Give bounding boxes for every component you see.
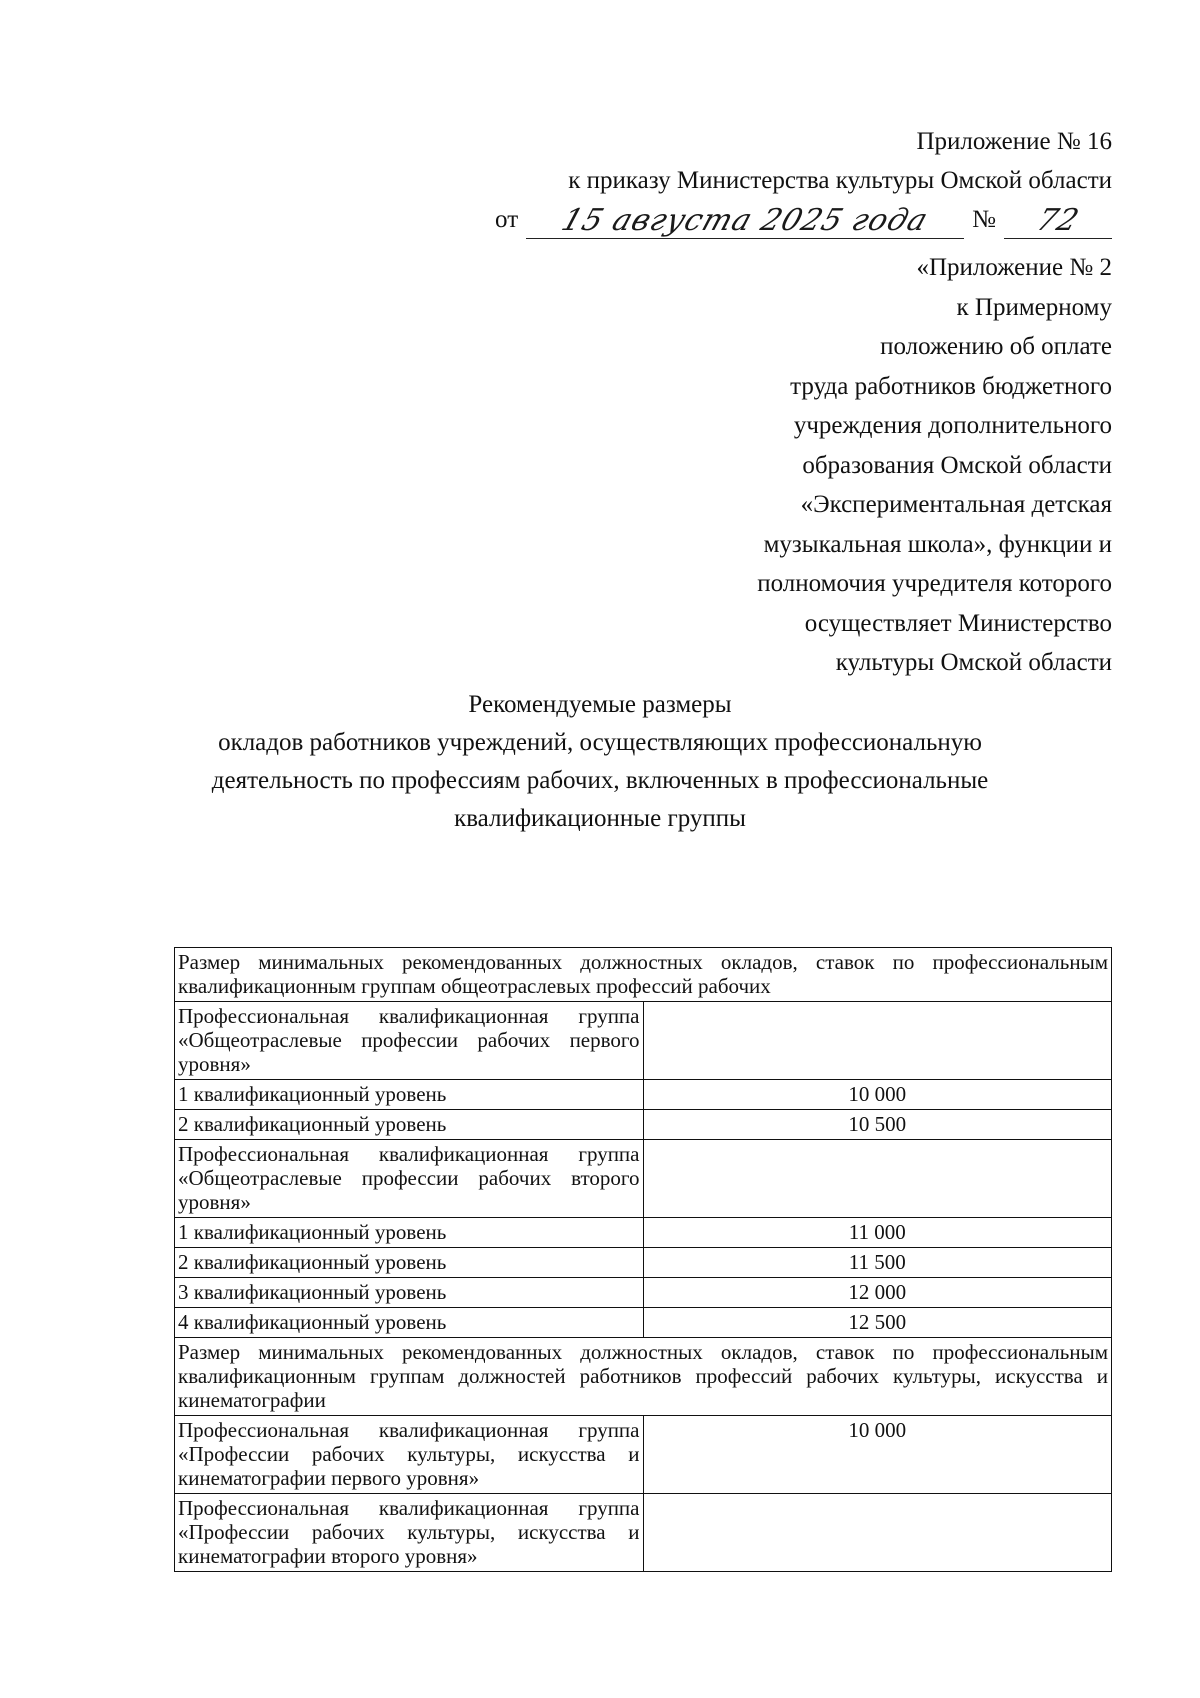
level-label-cell: 1 квалификационный уровень bbox=[175, 1218, 644, 1248]
subheader-line: к Примерному bbox=[956, 293, 1112, 321]
subheader-line: «Экспериментальная детская bbox=[800, 491, 1112, 518]
title-line: Рекомендуемые размеры bbox=[468, 691, 732, 718]
level-label-cell: 4 квалификационный уровень bbox=[175, 1308, 644, 1338]
title-line: окладов работников учреждений, осуществляющих профессиональную bbox=[218, 729, 982, 756]
group-label-cell: Профессиональная квалификационная группа «Профессии рабочих культуры, искусства и кинематографии второго уровня» bbox=[175, 1494, 644, 1572]
subheader-line: осуществляет Министерство bbox=[804, 609, 1112, 637]
subheader-line: полномочия учредителя которого bbox=[757, 570, 1112, 597]
salary-value-cell: 10 500 bbox=[643, 1110, 1112, 1140]
subheader-line: труда работников бюджетного bbox=[790, 372, 1112, 400]
salary-value-cell: 10 000 bbox=[643, 1080, 1112, 1110]
table-row bbox=[175, 1308, 1112, 1338]
date-field bbox=[526, 203, 964, 239]
subheader-line: музыкальная школа», функции и bbox=[763, 530, 1112, 558]
appendix-number: Приложение № 16 bbox=[916, 128, 1112, 155]
subheader-line: культуры Омской области bbox=[835, 649, 1112, 676]
group-label-cell: Профессиональная квалификационная группа «Профессии рабочих культуры, искусства и кинематографии первого уровня» bbox=[175, 1416, 644, 1494]
subheader-line: образования Омской области bbox=[802, 451, 1112, 479]
table-row bbox=[175, 1278, 1112, 1308]
table-row bbox=[175, 1338, 1112, 1416]
salary-table bbox=[174, 947, 1112, 1572]
section-header-cell: Размер минимальных рекомендованных должностных окладов, ставок по профессиональным квалификационным группам общеотраслевых профессий рабочих bbox=[175, 948, 1112, 1002]
salary-value-cell bbox=[643, 1494, 1112, 1572]
title-line: квалификационные группы bbox=[454, 805, 746, 832]
from-label: от bbox=[495, 206, 519, 233]
table-row bbox=[175, 1248, 1112, 1278]
table-row bbox=[175, 1080, 1112, 1110]
table-row bbox=[175, 1494, 1112, 1572]
appendix-subheader bbox=[592, 248, 1112, 683]
group-label-cell: Профессиональная квалификационная группа «Общеотраслевые профессии рабочих второго уровня» bbox=[175, 1140, 644, 1218]
order-reference: к приказу Министерства культуры Омской области bbox=[568, 167, 1112, 194]
table-row bbox=[175, 1218, 1112, 1248]
handwritten-number: 72 bbox=[1032, 203, 1084, 238]
section-header-cell: Размер минимальных рекомендованных должностных окладов, ставок по профессиональным квалификационным группам должностей работников профессий рабочих культуры, искусства и кинематографии bbox=[175, 1338, 1112, 1416]
table-row bbox=[175, 1416, 1112, 1494]
salary-value-cell bbox=[643, 1140, 1112, 1218]
number-label: № bbox=[972, 206, 996, 233]
salary-value-cell: 12 000 bbox=[643, 1278, 1112, 1308]
salary-value-cell: 11 000 bbox=[643, 1218, 1112, 1248]
subheader-line: «Приложение № 2 bbox=[916, 254, 1112, 281]
table-row bbox=[175, 1140, 1112, 1218]
table-row bbox=[175, 1002, 1112, 1080]
document-header bbox=[392, 122, 1112, 239]
level-label-cell: 2 квалификационный уровень bbox=[175, 1110, 644, 1140]
level-label-cell: 3 квалификационный уровень bbox=[175, 1278, 644, 1308]
salary-value-cell: 12 500 bbox=[643, 1308, 1112, 1338]
title-line: деятельность по профессиям рабочих, включенных в профессиональные bbox=[211, 767, 989, 794]
salary-value-cell: 10 000 bbox=[643, 1416, 1112, 1494]
level-label-cell: 1 квалификационный уровень bbox=[175, 1080, 644, 1110]
salary-value-cell bbox=[643, 1002, 1112, 1080]
group-label-cell: Профессиональная квалификационная группа «Общеотраслевые профессии рабочих первого уровня» bbox=[175, 1002, 644, 1080]
salary-value-cell: 11 500 bbox=[643, 1248, 1112, 1278]
table-row bbox=[175, 1110, 1112, 1140]
document-title bbox=[150, 686, 1050, 838]
table-row bbox=[175, 948, 1112, 1002]
level-label-cell: 2 квалификационный уровень bbox=[175, 1248, 644, 1278]
order-date-line bbox=[495, 200, 1112, 239]
subheader-line: положению об оплате bbox=[880, 333, 1112, 360]
number-field bbox=[1004, 203, 1112, 239]
handwritten-date: 15 августа 2025 года bbox=[557, 203, 933, 238]
subheader-line: учреждения дополнительного bbox=[793, 412, 1112, 439]
